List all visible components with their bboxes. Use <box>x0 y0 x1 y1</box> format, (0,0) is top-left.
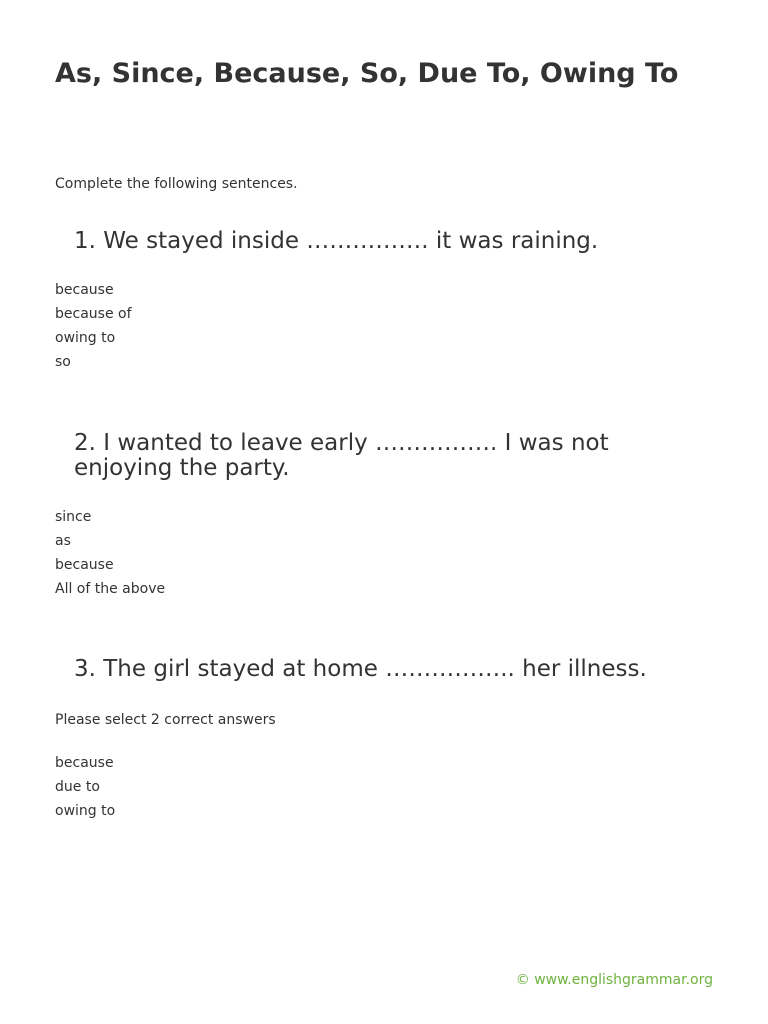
answer-option[interactable]: since <box>55 509 92 525</box>
answer-option[interactable]: so <box>55 354 71 370</box>
instruction-text: Complete the following sentences. <box>55 176 298 192</box>
answer-option[interactable]: All of the above <box>55 581 166 597</box>
answer-option[interactable]: because <box>55 557 114 573</box>
answer-option[interactable]: because <box>55 282 114 298</box>
page-title: As, Since, Because, So, Due To, Owing To <box>55 58 679 89</box>
answer-option[interactable]: because <box>55 755 114 771</box>
selection-hint: Please select 2 correct answers <box>55 712 276 728</box>
question-text: 2. I wanted to leave early ……………. I was not enjoying the party. <box>74 430 609 481</box>
answer-options <box>55 505 768 601</box>
answer-option[interactable]: due to <box>55 779 100 795</box>
question-text: 3. The girl stayed at home …………….. her illness. <box>74 656 647 682</box>
question-1 <box>0 229 768 374</box>
answer-option[interactable]: owing to <box>55 803 116 819</box>
answer-option[interactable]: because of <box>55 306 132 322</box>
answer-option[interactable]: as <box>55 533 71 549</box>
answer-options <box>55 751 768 823</box>
answer-option[interactable]: owing to <box>55 330 116 346</box>
answer-options <box>55 278 768 374</box>
question-text: 1. We stayed inside ……………. it was raining. <box>74 228 599 254</box>
copyright-footer: © www.englishgrammar.org <box>515 972 713 988</box>
question-3 <box>0 657 768 823</box>
question-2 <box>0 431 768 601</box>
